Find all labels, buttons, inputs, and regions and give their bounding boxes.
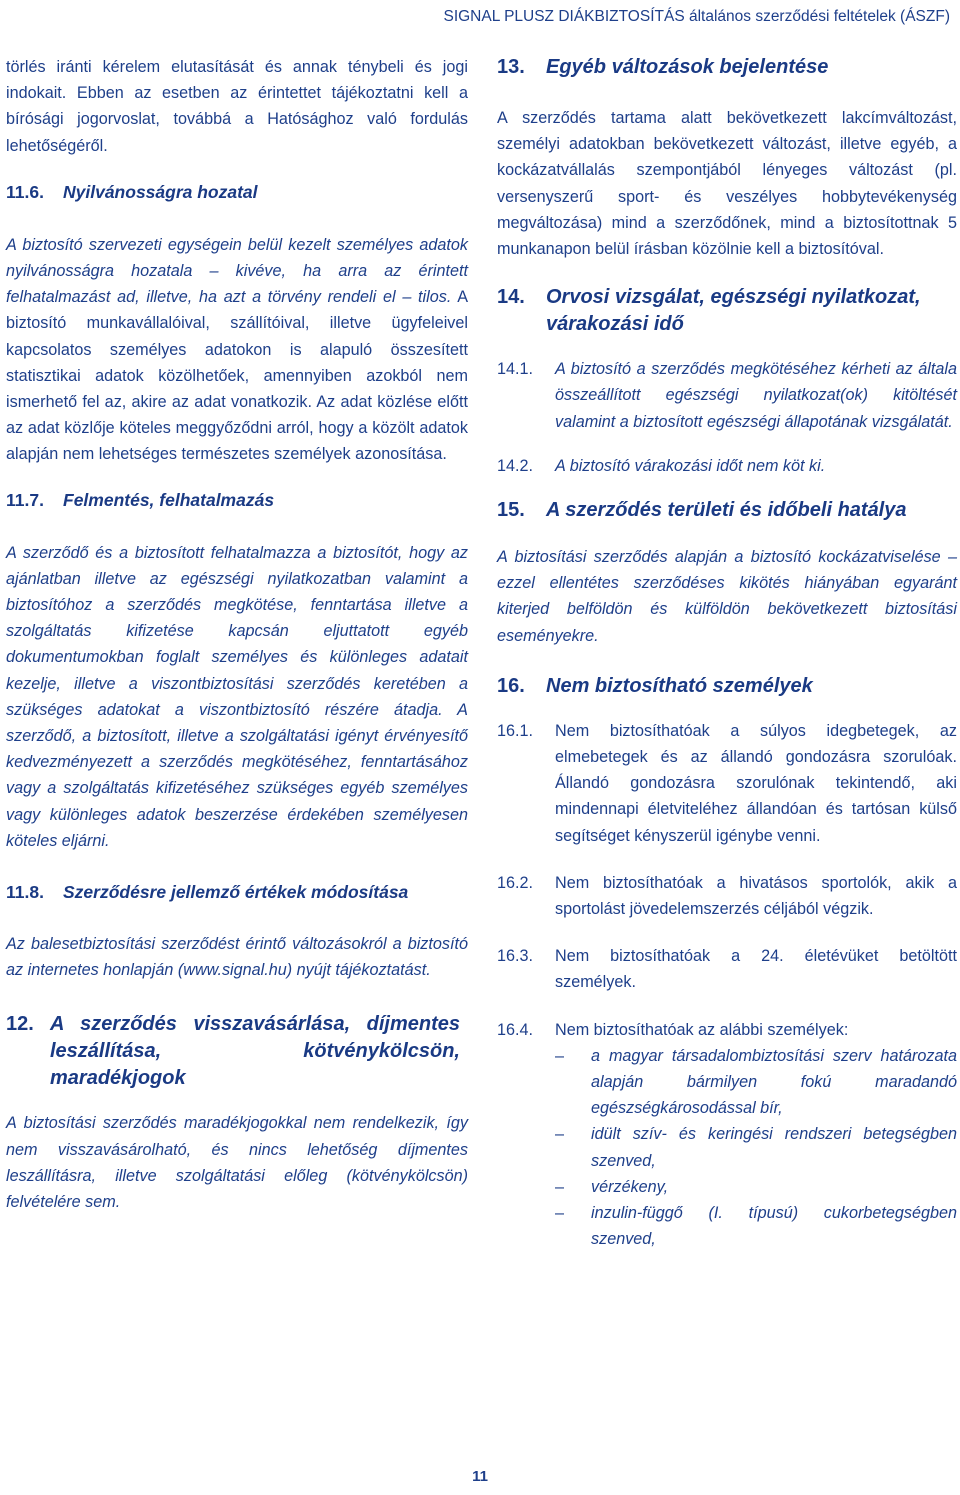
section-number: 15.: [497, 499, 525, 522]
item-text: Nem biztosíthatóak a 24. életévüket betöltött személyek.: [555, 947, 957, 992]
section-number: 11.7.: [6, 489, 44, 510]
list-item: [497, 453, 957, 479]
dash-text: vérzékeny,: [591, 1177, 669, 1196]
normal-text: A biztosító munkavállalóival, szállítóival, illetve ügyfeleivel kapcsolatos személyes adatokon is alapuló összesített statisztikai adatok közölhetőek, amennyiben azokból nem ismerhető fel az, akire az adat vonatkozik. Az adat közlése előtt az adat közlője köteles meggyőződni arról, hogy a közölt adatok alapján nem lehetséges természetes személyek azonosítása.: [6, 288, 468, 464]
dash-mark: –: [555, 1177, 565, 1196]
section-title: Nem biztosítható személyek: [546, 674, 813, 697]
section-title: A szerződés visszavásárlása, díjmentes leszállítása, kötvénykölcsön, maradékjogok: [50, 1013, 460, 1090]
italic-text: A szerződő és a biztosított felhatalmazza a biztosítót, hogy az ajánlatban illetve az egészségi nyilatkozatban valamint a biztosítóhoz a szerződés megkötése, fenntartása illetve a szolgáltatás kifizetése kapcsán eljuttatott egyéb dokumentumokban foglalt személyes és különleges adatait kezelje, illetve a viszontbiztosítási szerződés keretében a szükséges adatokat a viszontbiztosító részére átadja.: [6, 543, 468, 719]
italic-text-2: A szerződő, a biztosított, illetve a szolgáltatási igényt érvényesítő kedvezményezett a szerződés megkötéséhez, fenntartásához vagy a szolgáltatás kifizetéséhez szükséges egyéb személyes vagy különleges adatok beszerzése érdekében személyesen köteles eljárni.: [6, 700, 468, 850]
dash-mark: –: [555, 1046, 565, 1065]
dash-mark: –: [555, 1204, 565, 1223]
item-number: 16.1.: [497, 721, 534, 740]
item-text: Nem biztosíthatóak a súlyos idegbetegek, az elmebetegek és az állandó gondozásra szorulóak. Állandó gondozásra szorulónak tekintendő, aki mindennapi életviteléhez állandóan és tartósan külső segítséget kényszerül igénybe venni.: [555, 721, 957, 845]
section-number: 11.6.: [6, 181, 44, 202]
section-number: 14.: [497, 286, 525, 309]
section-title: Felmentés, felhatalmazás: [63, 489, 275, 510]
page-number: 11: [472, 1468, 488, 1485]
dash-item: [555, 1043, 957, 1122]
document-header: SIGNAL PLUSZ DIÁKBIZTOSÍTÁS általános szerződési feltételek (ÁSZF): [443, 8, 950, 25]
item-number: 14.1.: [497, 360, 534, 379]
section-number: 16.: [497, 674, 525, 697]
list-item: [497, 1017, 957, 1253]
section-11-6-heading: [6, 180, 468, 205]
item-text: A biztosító várakozási időt nem köt ki.: [555, 456, 826, 475]
section-15-paragraph: A biztosítási szerződés alapján a biztosító kockázatviselése – ezzel ellentétes szerződéses kikötés hiányában egyaránt kiterjed belföldön és külföldön bekövetkezett biztosítási eseményekre.: [497, 548, 957, 645]
section-13-heading: [497, 54, 957, 81]
list-item: [497, 356, 957, 435]
section-11-7-heading: [6, 488, 468, 513]
intro-paragraph: törlés iránti kérelem elutasítását és annak ténybeli és jogi indokait. Ebben az esetben az érintettet tájékoztatni kell a bírósági jogorvoslat, továbbá a Hatósághoz való fordulás lehetőségéről.: [6, 58, 468, 155]
list-item: [497, 943, 957, 995]
section-11-7-paragraph: [6, 540, 468, 854]
list-item: [497, 870, 957, 922]
section-title: Egyéb változások bejelentése: [546, 56, 829, 78]
section-11-8-heading: [6, 880, 468, 905]
left-column: [6, 54, 468, 1215]
dash-text: idült szív- és keringési rendszeri betegségben szenved,: [591, 1125, 957, 1170]
section-title: Orvosi vizsgálat, egészségi nyilatkozat, várakozási idő: [546, 286, 921, 336]
item-number: 14.2.: [497, 456, 534, 475]
section-title: A szerződés területi és időbeli hatálya: [546, 499, 907, 522]
section-16-heading: [497, 673, 957, 700]
dash-text: a magyar társadalombiztosítási szerv határozata alapján bármilyen fokú maradandó egészségkárosodással bír,: [591, 1046, 957, 1118]
section-11-8-paragraph: Az balesetbiztosítási szerződést érintő változásokról a biztosító az internetes honlapján (www.signal.hu) nyújt tájékoztatást.: [6, 935, 468, 980]
section-number: 11.8.: [6, 882, 44, 903]
item-number: 16.3.: [497, 947, 534, 966]
dash-text: inzulin-függő (I. típusú) cukorbetegségben szenved,: [591, 1204, 957, 1249]
item-text: Nem biztosíthatóak az alábbi személyek:: [555, 1020, 849, 1039]
item-text: Nem biztosíthatóak a hivatásos sportolók, akik a sportolást jövedelemszerzés céljából végzik.: [555, 873, 957, 919]
item-number: 16.2.: [497, 873, 534, 892]
section-14-heading: [497, 284, 957, 338]
section-title: Nyilvánosságra hozatal: [63, 181, 258, 202]
section-title: Szerződésre jellemző értékek módosítása: [63, 882, 409, 903]
section-number: 12.: [6, 1013, 34, 1036]
dash-item: [555, 1174, 957, 1200]
right-column: [497, 54, 957, 1253]
section-15-heading: [497, 497, 957, 524]
dash-mark: –: [555, 1125, 565, 1144]
list-item: [497, 718, 957, 849]
dash-item: [555, 1200, 957, 1252]
section-12-paragraph: A biztosítási szerződés maradékjogokkal nem rendelkezik, így nem visszavásárolható, és nincs lehetőség díjmentes leszállításra, illetve szolgáltatási előleg (kötvénykölcsön) felvételére sem.: [6, 1114, 468, 1212]
section-13-paragraph: A szerződés tartama alatt bekövetkezett lakcímváltozást, személyi adatokban bekövetkezett változást, illetve egyéb, a kockázatvállalás szempontjából lényeges változást (pl. versenyszerű sport- és veszélyes hobbytevékenység megváltozása) mind a szerződőnek, mind a biztosítottnak 5 munkanapon belül írásban közölnie kell a biztosítóval.: [497, 109, 957, 259]
section-12-heading: [6, 1011, 468, 1092]
italic-text: A biztosító szervezeti egységein belül kezelt személyes adatok nyilvánosságra hozatala – kivéve, ha arra az érintett felhatalmazást ad, illetve, ha azt a törvény rendeli el – tilos.: [6, 235, 468, 307]
section-11-6-paragraph: [6, 232, 468, 468]
item-body: [555, 1017, 957, 1253]
item-text: A biztosító a szerződés megkötéséhez kérheti az általa összeállított egészségi nyilatkozat(ok) kitöltését valamint a biztosított egészségi állapotának vizsgálatát.: [555, 360, 957, 431]
item-number: 16.4.: [497, 1020, 534, 1039]
dash-item: [555, 1121, 957, 1173]
section-number: 13.: [497, 56, 525, 78]
